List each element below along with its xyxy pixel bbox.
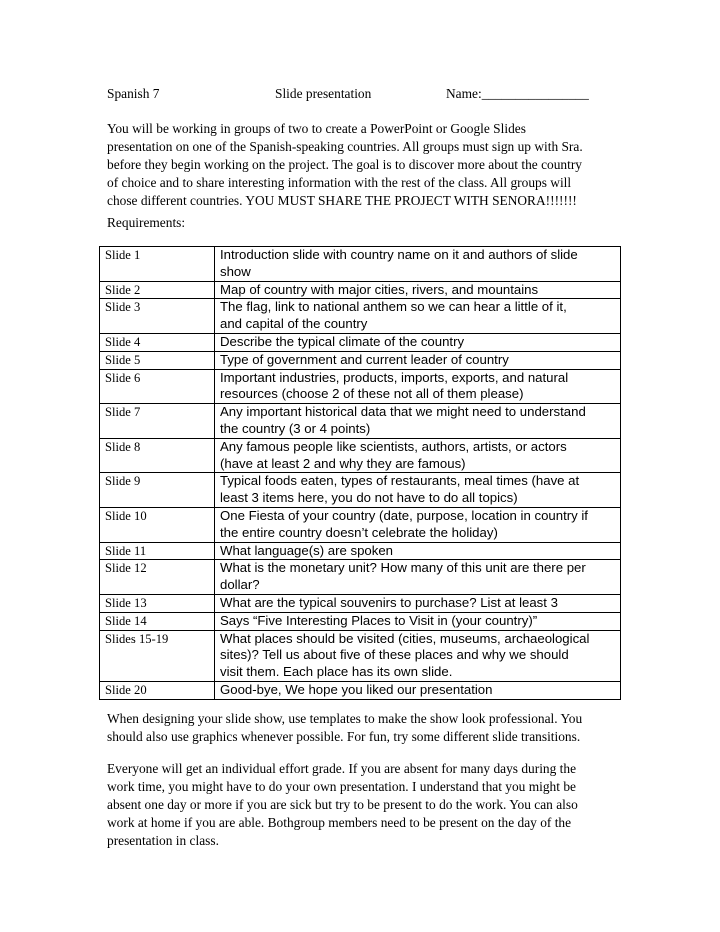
requirement-row <box>100 404 621 439</box>
requirement-row <box>100 473 621 508</box>
description-line: Map of country with major cities, rivers, and mountains <box>220 281 539 297</box>
requirements-table <box>99 246 621 700</box>
requirement-row <box>100 560 621 595</box>
intro-line: of choice and to share interesting information with the rest of the class. All groups will <box>107 175 572 190</box>
intro-line: chose different countries. YOU MUST SHARE THE PROJECT WITH SENORA!!!!!!! <box>107 193 577 208</box>
description-line: resources (choose 2 of these not all of them please) <box>220 386 524 402</box>
document-header <box>107 85 667 103</box>
description-line: least 3 items here, you do not have to do all topics) <box>220 490 518 506</box>
slide-number-cell: Slide 7 <box>100 404 215 439</box>
slide-number-cell: Slide 5 <box>100 351 215 369</box>
design-paragraph <box>107 710 647 746</box>
slide-number-cell: Slide 11 <box>100 542 215 560</box>
grading-line: presentation in class. <box>107 833 219 848</box>
description-line: Describe the typical climate of the country <box>220 333 465 349</box>
requirement-row <box>100 333 621 351</box>
description-line: Introduction slide with country name on it and authors of slide <box>220 247 578 262</box>
slide-number-cell: Slide 10 <box>100 507 215 542</box>
description-line: (have at least 2 and why they are famous) <box>220 455 466 471</box>
requirement-row <box>100 542 621 560</box>
grading-line: work at home if you are able. Bothgroup members need to be present on the day of the <box>107 815 572 830</box>
slide-description-cell <box>215 630 621 681</box>
description-line: The flag, link to national anthem so we can hear a little of it, <box>220 299 567 315</box>
description-line: dollar? <box>220 577 260 593</box>
slide-number-cell: Slide 12 <box>100 560 215 595</box>
requirement-row <box>100 612 621 630</box>
description-line: Any famous people like scientists, authors, artists, or actors <box>220 438 567 454</box>
requirement-row <box>100 369 621 404</box>
slide-description-cell <box>215 333 621 351</box>
slide-number-cell: Slide 3 <box>100 299 215 334</box>
intro-paragraph <box>107 120 647 210</box>
name-field: Name:________________ <box>446 86 589 101</box>
description-line: Says “Five Interesting Places to Visit in (your country)” <box>220 612 538 628</box>
grading-line: work time, you might have to do your own presentation. I understand that you might be <box>107 779 576 794</box>
description-line: Any important historical data that we might need to understand <box>220 404 586 420</box>
requirements-heading: Requirements: <box>107 215 186 230</box>
design-line: When designing your slide show, use templates to make the show look professional. You <box>107 711 583 726</box>
description-line: Typical foods eaten, types of restaurants, meal times (have at <box>220 473 580 489</box>
slide-description-cell <box>215 247 621 282</box>
slide-number-cell: Slide 20 <box>100 681 215 699</box>
slide-number-cell: Slide 4 <box>100 333 215 351</box>
description-line: sites)? Tell us about five of these places and why we should <box>220 647 569 663</box>
description-line: Important industries, products, imports, exports, and natural <box>220 369 569 385</box>
slide-number-cell: Slide 1 <box>100 247 215 282</box>
slide-description-cell <box>215 681 621 699</box>
slide-description-cell <box>215 404 621 439</box>
design-line: should also use graphics whenever possible. For fun, try some different slide transitions. <box>107 729 581 744</box>
intro-line: before they begin working on the project. The goal is to discover more about the country <box>107 157 582 172</box>
grading-line: Everyone will get an individual effort grade. If you are absent for many days during the <box>107 761 577 776</box>
grading-line: absent one day or more if you are sick but try to be present to do the work. You can also <box>107 797 578 812</box>
assignment-title: Slide presentation <box>275 86 372 101</box>
course-label: Spanish 7 <box>107 86 160 101</box>
requirement-row <box>100 594 621 612</box>
slide-number-cell: Slide 6 <box>100 369 215 404</box>
requirement-row <box>100 630 621 681</box>
description-line: One Fiesta of your country (date, purpose, location in country if <box>220 507 588 523</box>
intro-line: presentation on one of the Spanish-speaking countries. All groups must sign up with Sra. <box>107 139 583 154</box>
description-line: the entire country doesn’t celebrate the holiday) <box>220 524 498 540</box>
description-line: Good-bye, We hope you liked our presentation <box>220 681 493 697</box>
slide-description-cell <box>215 351 621 369</box>
description-line: What places should be visited (cities, museums, archaeological <box>220 630 590 646</box>
description-line: visit them. Each place has its own slide. <box>220 664 453 680</box>
slide-description-cell <box>215 473 621 508</box>
description-line: show <box>220 263 251 279</box>
description-line: What are the typical souvenirs to purchase? List at least 3 <box>220 594 558 610</box>
requirement-row <box>100 681 621 699</box>
requirement-row <box>100 351 621 369</box>
intro-line: You will be working in groups of two to create a PowerPoint or Google Slides <box>107 121 526 136</box>
description-line: and capital of the country <box>220 316 368 332</box>
requirement-row <box>100 281 621 299</box>
grading-paragraph <box>107 760 647 850</box>
requirement-row <box>100 247 621 282</box>
description-line: Type of government and current leader of country <box>220 351 509 367</box>
requirement-row <box>100 438 621 473</box>
slide-description-cell <box>215 594 621 612</box>
slide-description-cell <box>215 299 621 334</box>
requirement-row <box>100 299 621 334</box>
slide-description-cell <box>215 369 621 404</box>
slide-number-cell: Slide 2 <box>100 281 215 299</box>
slide-description-cell <box>215 438 621 473</box>
slide-number-cell: Slide 14 <box>100 612 215 630</box>
description-line: the country (3 or 4 points) <box>220 420 371 436</box>
slide-description-cell <box>215 507 621 542</box>
description-line: What language(s) are spoken <box>220 542 394 558</box>
slide-number-cell: Slide 13 <box>100 594 215 612</box>
slide-description-cell <box>215 281 621 299</box>
description-line: What is the monetary unit? How many of this unit are there per <box>220 560 586 576</box>
slide-number-cell: Slides 15-19 <box>100 630 215 681</box>
requirement-row <box>100 507 621 542</box>
slide-number-cell: Slide 9 <box>100 473 215 508</box>
slide-description-cell <box>215 560 621 595</box>
slide-number-cell: Slide 8 <box>100 438 215 473</box>
slide-description-cell <box>215 542 621 560</box>
slide-description-cell <box>215 612 621 630</box>
